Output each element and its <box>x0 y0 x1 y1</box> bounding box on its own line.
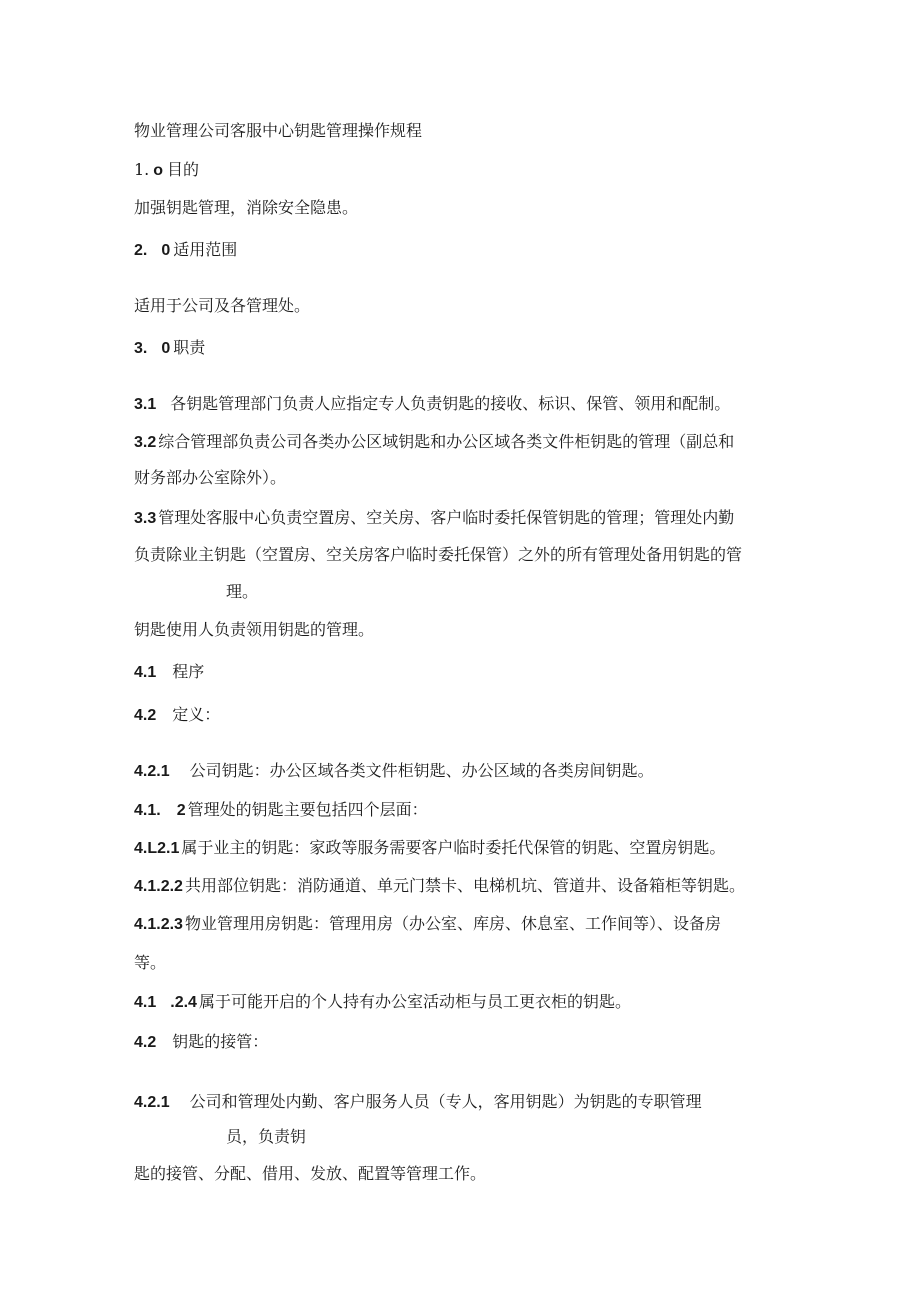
clause-number: 3.1 <box>134 396 157 413</box>
paragraph-3-1 <box>134 394 730 415</box>
clause-text: 物业管理用房钥匙：管理用房（办公室、库房、休息室、工作间等）、设备房 <box>184 914 721 933</box>
paragraph-3-3-cont: 负责除业主钥匙（空置房、空关房客户临时委托保管）之外的所有管理处备用钥匙的管 <box>134 545 743 564</box>
paragraph-4-2 <box>134 705 220 726</box>
clause-text: 综合管理部负责公司各类办公区域钥匙和办公区域各类文件柜钥匙的管理（副总和 <box>158 432 735 451</box>
clause-number: 4.1 <box>134 664 157 681</box>
paragraph-4-2-handover <box>134 1032 268 1053</box>
clause-number: 4.1. <box>134 802 161 819</box>
section-1-heading <box>134 160 199 181</box>
clause-number-suffix: .2.4 <box>170 994 197 1011</box>
clause-number: 4.1.2.3 <box>134 916 183 933</box>
paragraph-4-1-2-3-cont: 等。 <box>134 953 167 972</box>
paragraph-4-2-1-cont2: 匙的接管、分配、借用、发放、配置等管理工作。 <box>134 1164 487 1183</box>
section-number: 2. <box>134 242 148 259</box>
section-title: 职责 <box>173 338 206 357</box>
clause-number: 4.2 <box>134 707 157 724</box>
clause-text: 管理处的钥匙主要包括四个层面： <box>187 800 428 819</box>
section-2-body: 适用于公司及各管理处。 <box>134 296 311 315</box>
clause-text: 管理处客服中心负责空置房、空关房、客户临时委托保管钥匙的管理；管理处内勤 <box>158 508 735 527</box>
paragraph-4-2-1 <box>134 761 654 782</box>
section-title: 目的 <box>167 160 200 179</box>
clause-text: 属于可能开启的个人持有办公室活动柜与员工更衣柜的钥匙。 <box>198 992 631 1011</box>
paragraph-4-1-2-4 <box>134 992 631 1013</box>
clause-number: 4.2 <box>134 1034 157 1051</box>
clause-number: 4.1 <box>134 994 157 1011</box>
clause-number: 3.2 <box>134 434 157 451</box>
section-1-body: 加强钥匙管理，消除安全隐患。 <box>134 198 359 217</box>
clause-text: 公司和管理处内勤、客户服务人员（专人，客用钥匙）为钥匙的专职管理 <box>189 1092 702 1111</box>
clause-number: 4.2.1 <box>134 1094 170 1111</box>
paragraph-4-1-2-2 <box>134 876 745 897</box>
section-number-suffix: 0 <box>161 242 171 259</box>
clause-number: 4.L2.1 <box>134 840 180 857</box>
section-3-heading <box>134 338 205 359</box>
section-number-suffix: 0 <box>161 340 171 357</box>
clause-number: 4.2.1 <box>134 763 170 780</box>
clause-text: 共用部位钥匙：消防通道、单元门禁卡、电梯机坑、管道井、设备箱柜等钥匙。 <box>184 876 745 895</box>
section-title: 适用范围 <box>173 240 238 259</box>
section-number: 1. <box>134 160 150 179</box>
paragraph-4-2-1-cont: 员，负责钥 <box>226 1127 307 1146</box>
clause-text: 各钥匙管理部门负责人应指定专人负责钥匙的接收、标识、保管、领用和配制。 <box>170 394 731 413</box>
paragraph-4-1-2-3 <box>134 914 721 935</box>
section-number: 3. <box>134 340 148 357</box>
paragraph-3-2-cont: 财务部办公室除外）。 <box>134 468 287 487</box>
clause-text: 公司钥匙：办公区域各类文件柜钥匙、办公区域的各类房间钥匙。 <box>189 761 654 780</box>
clause-text: 程序 <box>172 662 205 681</box>
paragraph-3-2 <box>134 432 734 453</box>
paragraph-4-1-2-1 <box>134 838 725 859</box>
clause-number: 4.1.2.2 <box>134 878 183 895</box>
paragraph-4-1-2 <box>134 800 428 821</box>
clause-number-suffix: 2 <box>176 802 186 819</box>
paragraph-4-2-1-handover <box>134 1092 702 1113</box>
section-2-heading <box>134 240 237 261</box>
clause-text: 钥匙的接管： <box>172 1032 269 1051</box>
paragraph-4-1 <box>134 662 204 683</box>
document-title: 物业管理公司客服中心钥匙管理操作规程 <box>134 121 423 140</box>
paragraph-3-4: 钥匙使用人负责领用钥匙的管理。 <box>134 620 375 639</box>
clause-number: 3.3 <box>134 510 157 527</box>
clause-text: 属于业主的钥匙：家政等服务需要客户临时委托代保管的钥匙、空置房钥匙。 <box>181 838 726 857</box>
paragraph-3-3-cont2: 理。 <box>226 582 259 601</box>
section-number-suffix: o <box>153 162 164 179</box>
paragraph-3-3 <box>134 508 734 529</box>
clause-text: 定义： <box>172 705 221 724</box>
